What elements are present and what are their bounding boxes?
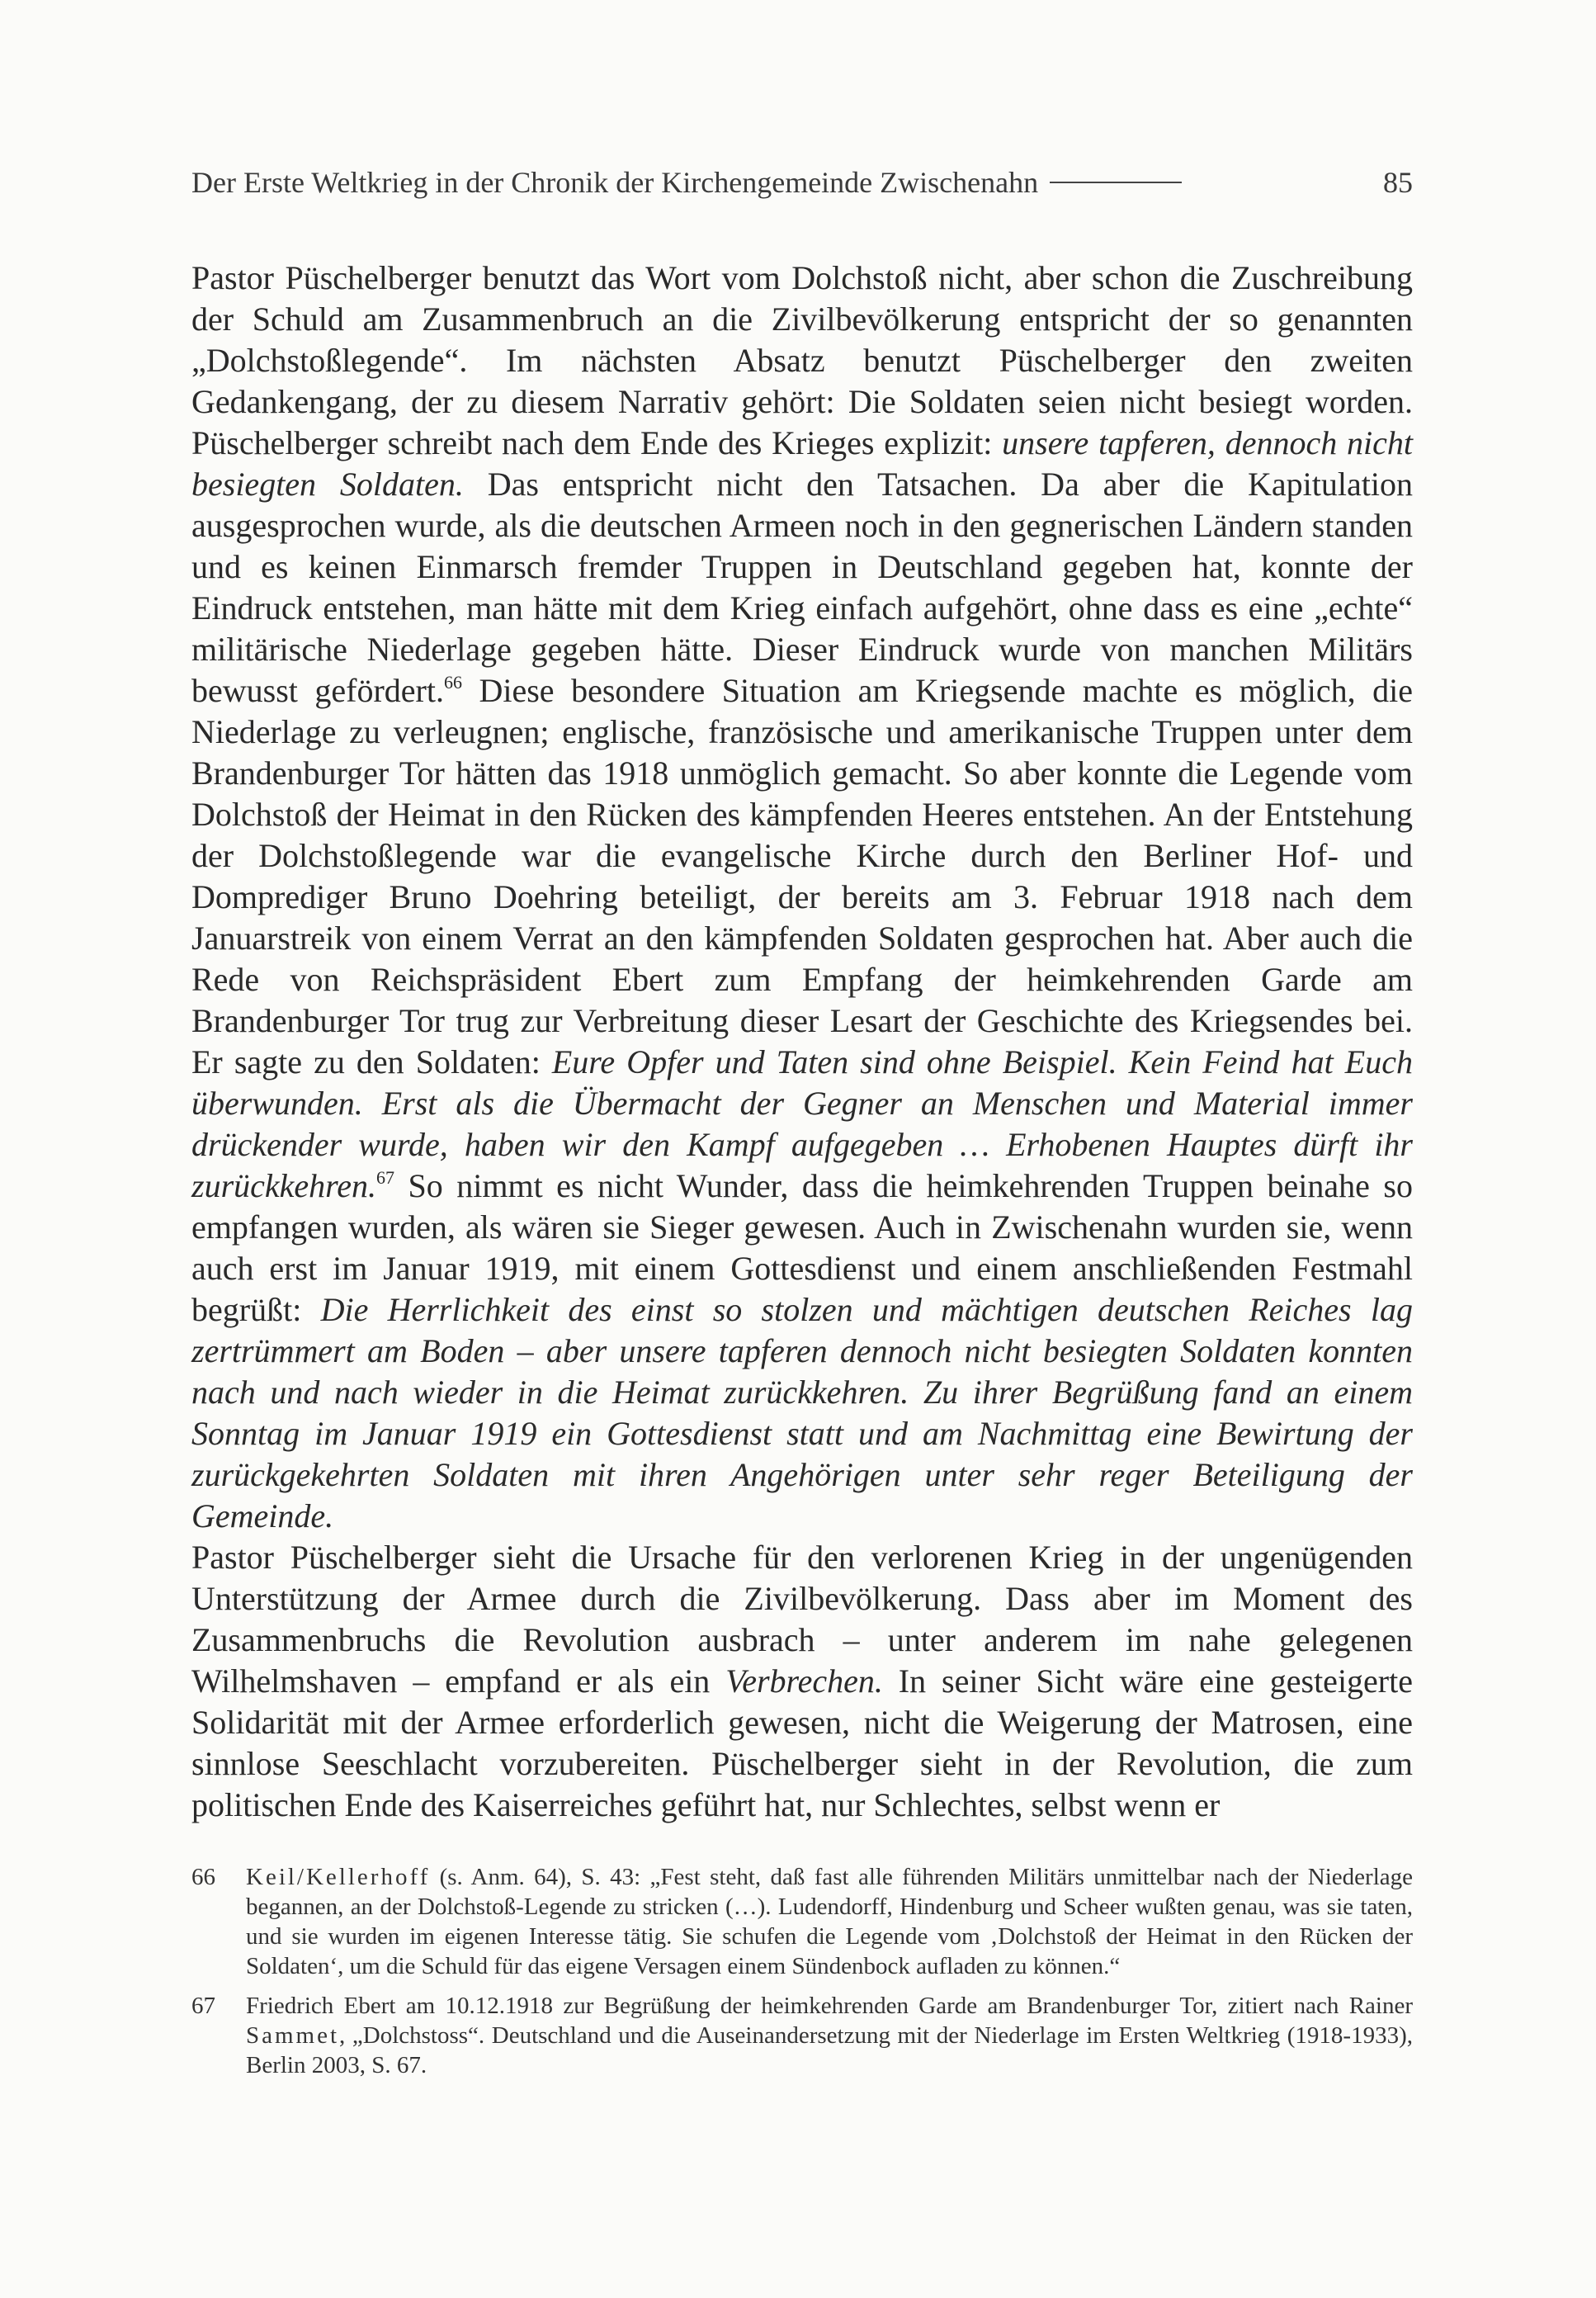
italic-quote: Eure Opfer und Taten sind ohne Beispiel. Kein Feind hat Euch überwunden. Erst als die Übermacht der Gegner an Menschen und Material immer drückender wurde, haben wir den Kampf aufgegeben … Erhobenen Hauptes dürft ihr zurückkehren. [191,1043,1413,1204]
text-run: Das entspricht nicht den Tatsachen. Da aber die Kapitulation ausgesprochen wurde, als die deutschen Armeen noch in den gegnerischen Ländern standen und es keinen Einmarsch fremder Truppen in Deutschland gegeben hat, konnte der Eindruck entstehen, man hätte mit dem Krieg einfach aufgehört, ohne dass es eine „echte“ militärische Niederlage gegeben hätte. Dieser Eindruck wurde von manchen Militärs bewusst gefördert. [191,466,1413,709]
footnote-ref-67: 67 [375,1167,394,1188]
footnote-66 [191,1862,1413,1981]
body-text [191,258,1413,1826]
text-run: Pastor Püschelberger benutzt das Wort vom Dolchstoß nicht, aber schon die Zuschreibung der Schuld am Zusammenbruch an die Zivilbevölkerung entspricht der so genannten „Dolchstoßlegende“. Im nächsten Absatz benutzt Püschelberger den zweiten Gedankengang, der zu diesem Narrativ gehört: Die Soldaten seien nicht besiegt worden. Püschelberger schreibt nach dem Ende des Krieges explizit: [191,259,1413,461]
running-head [191,165,1413,200]
text-run: Pastor Püschelberger sieht die Ursache für den verlorenen Krieg in der ungenügenden Unterstützung der Armee durch die Zivilbevölkerung. Dass aber im Moment des Zusammenbruchs die Revolution ausbrach – unter anderem im nahe gelegenen Wilhelmshaven – empfand er als ein [191,1539,1413,1700]
footnote-text [246,1991,1413,2080]
text-run: , „Dolchstoss“. Deutschland und die Auseinandersetzung mit der Niederlage im Ersten Weltkrieg (1918-1933), Berlin 2003, S. 67. [246,2022,1413,2078]
italic-quote: unsere tapferen, dennoch nicht besiegten Soldaten. [191,424,1413,503]
text-run: (s. Anm. 64), S. 43: „Fest steht, daß fast alle führenden Militärs unmittelbar nach der Niederlage begannen, an der Dolchstoß-Legende zu stricken (…). Ludendorff, Hindenburg und Scheer wußten genau, was sie taten, und sie wurden im eigenen Interesse tätig. Sie schufen die Legende vom ‚Dolchstoß der Heimat in den Rücken der Soldaten‘, um die Schuld für das eigene Versagen einem Sündenbock aufladen zu können.“ [246,1864,1413,1979]
running-head-rule [1050,182,1182,183]
footnote-number: 66 [191,1864,215,1890]
footnote-ref-66: 66 [443,672,462,693]
text-run: Diese besondere Situation am Kriegsende machte es möglich, die Niederlage zu verleugnen; englische, französische und amerikanische Truppen unter dem Brandenburger Tor hätten das 1918 unmöglich gemacht. So aber konnte die Legende vom Dolchstoß der Heimat in den Rücken des kämpfenden Heeres entstehen. An der Entstehung der Dolchstoßlegende war die evangelische Kirche durch den Berliner Hof- und Domprediger Bruno Doehring beteiligt, der bereits am 3. Februar 1918 nach dem Januarstreik von einem Verrat an den kämpfenden Soldaten gesprochen hat. Aber auch die Rede von Reichspräsident Ebert zum Empfang der heimkehrenden Garde am Brandenburger Tor trug zur Verbreitung dieser Lesart der Geschichte des Kriegsendes bei. Er sagte zu den Soldaten: [191,672,1414,1080]
text-run: So nimmt es nicht Wunder, dass die heimkehrenden Truppen beinahe so empfangen wurden, als wären sie Sieger gewesen. Auch in Zwischenahn wurden sie, wenn auch erst im Januar 1919, mit einem Gottesdienst und einem anschließenden Festmahl begrüßt: [191,1167,1413,1328]
italic-quote: Die Herrlichkeit des einst so stolzen und mächtigen deutschen Reiches lag zertrümmert am Boden – aber unsere tapferen dennoch nicht besiegten Soldaten konnten nach und nach wieder in die Heimat zurückkehren. Zu ihrer Begrüßung fand an einem Sonntag im Januar 1919 ein Gottesdienst statt und am Nachmittag eine Bewirtung der zurückgekehrten Soldaten mit ihren Angehörigen unter sehr reger Beteiligung der Gemeinde. [191,1291,1413,1534]
paragraph-2 [191,1537,1413,1826]
page-number: 85 [1383,166,1413,199]
footnote-number: 67 [191,1993,215,2019]
footnote-author: Keil/Kellerhoff [246,1864,431,1890]
running-head-title: Der Erste Weltkrieg in der Chronik der Kirchengemeinde Zwischenahn [191,166,1039,199]
footnotes [191,1862,1413,2090]
text-run: Friedrich Ebert am 10.12.1918 zur Begrüßung der heimkehrenden Garde am Brandenburger Tor, zitiert nach Rainer [246,1993,1413,2019]
italic-quote: Verbrechen. [725,1662,883,1700]
text-run: In seiner Sicht wäre eine gesteigerte Solidarität mit der Armee erforderlich gewesen, nicht die Weigerung der Matrosen, eine sinnlose Seeschlacht vorzubereiten. Püschelberger sieht in der Revolution, die zum politischen Ende des Kaiserreiches geführt hat, nur Schlechtes, selbst wenn er [191,1662,1413,1823]
footnote-text [246,1862,1413,1981]
paragraph-1 [191,258,1413,1537]
footnote-author: Sammet [246,2022,340,2049]
footnote-67 [191,1991,1413,2080]
